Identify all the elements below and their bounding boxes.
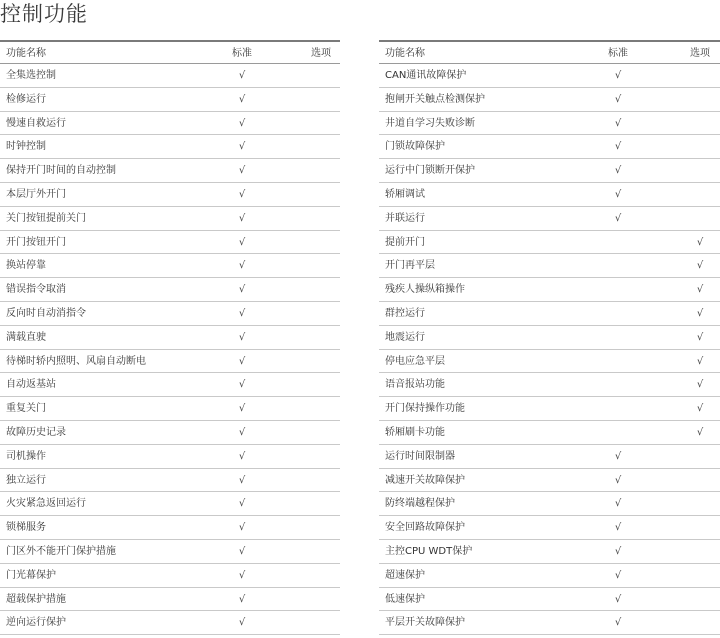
function-name: 门区外不能开门保护措施 bbox=[6, 545, 116, 557]
standard-mark: √ bbox=[614, 188, 622, 200]
table-row bbox=[379, 421, 720, 445]
table-row bbox=[0, 540, 340, 564]
standard-mark: √ bbox=[614, 593, 622, 605]
function-name: 地震运行 bbox=[385, 331, 425, 343]
table-row bbox=[379, 373, 720, 397]
function-name: 本层厅外开门 bbox=[6, 188, 66, 200]
standard-mark: √ bbox=[614, 165, 622, 177]
function-name: 轿厢刷卡功能 bbox=[385, 426, 445, 438]
function-name: 检修运行 bbox=[6, 93, 46, 105]
function-name: 门锁故障保护 bbox=[385, 141, 445, 153]
function-name: 井道自学习失败诊断 bbox=[385, 117, 475, 129]
table-row bbox=[379, 183, 720, 207]
function-name: CAN通讯故障保护 bbox=[385, 70, 467, 81]
function-name: 开门再平层 bbox=[385, 260, 435, 272]
standard-mark: √ bbox=[614, 93, 622, 105]
function-name: 开门保持操作功能 bbox=[385, 403, 465, 415]
standard-mark: √ bbox=[238, 403, 246, 415]
header-standard: 标准 bbox=[232, 48, 252, 59]
function-name: 开门按钮开门 bbox=[6, 236, 66, 248]
table-header-row bbox=[379, 40, 720, 64]
standard-mark: √ bbox=[238, 188, 246, 200]
table-row bbox=[379, 88, 720, 112]
function-name: 轿厢调试 bbox=[385, 188, 425, 200]
left-function-table bbox=[0, 40, 340, 635]
option-mark: √ bbox=[696, 426, 704, 438]
table-row bbox=[379, 112, 720, 136]
function-name: 重复关门 bbox=[6, 403, 46, 415]
table-row bbox=[379, 135, 720, 159]
function-name: 锁梯服务 bbox=[6, 522, 46, 534]
option-mark: √ bbox=[696, 355, 704, 367]
table-row bbox=[379, 564, 720, 588]
standard-mark: √ bbox=[238, 212, 246, 224]
function-name: 独立运行 bbox=[6, 474, 46, 486]
table-row bbox=[0, 492, 340, 516]
table-row bbox=[0, 469, 340, 493]
header-option: 选项 bbox=[690, 48, 710, 59]
table-row bbox=[379, 159, 720, 183]
function-name: 满载直驶 bbox=[6, 331, 46, 343]
option-mark: √ bbox=[696, 379, 704, 391]
function-name: 超载保护措施 bbox=[6, 593, 66, 605]
function-name: 司机操作 bbox=[6, 450, 46, 462]
table-row bbox=[0, 326, 340, 350]
standard-mark: √ bbox=[238, 284, 246, 296]
standard-mark: √ bbox=[614, 617, 622, 629]
function-name: 主控CPU WDT保护 bbox=[385, 545, 473, 557]
table-row bbox=[0, 373, 340, 397]
table-row bbox=[0, 183, 340, 207]
standard-mark: √ bbox=[238, 379, 246, 391]
standard-mark: √ bbox=[614, 212, 622, 224]
function-name: 语音报站功能 bbox=[385, 379, 445, 391]
function-name: 换站停靠 bbox=[6, 260, 46, 272]
function-name: 运行中门锁断开保护 bbox=[385, 165, 475, 177]
function-name: 逆向运行保护 bbox=[6, 617, 66, 629]
standard-mark: √ bbox=[614, 450, 622, 462]
table-row bbox=[0, 302, 340, 326]
table-row bbox=[379, 326, 720, 350]
standard-mark: √ bbox=[238, 117, 246, 129]
standard-mark: √ bbox=[238, 426, 246, 438]
standard-mark: √ bbox=[238, 70, 246, 81]
table-row bbox=[0, 397, 340, 421]
function-name: 抱闸开关触点检测保护 bbox=[385, 93, 485, 105]
standard-mark: √ bbox=[614, 522, 622, 534]
standard-mark: √ bbox=[238, 593, 246, 605]
function-name: 并联运行 bbox=[385, 212, 425, 224]
function-name: 残疾人操纵箱操作 bbox=[385, 284, 465, 296]
function-name: 低速保护 bbox=[385, 593, 425, 605]
standard-mark: √ bbox=[238, 522, 246, 534]
table-row bbox=[379, 445, 720, 469]
standard-mark: √ bbox=[614, 545, 622, 557]
function-name: 安全回路故障保护 bbox=[385, 522, 465, 534]
table-row bbox=[0, 159, 340, 183]
table-row bbox=[0, 564, 340, 588]
table-row bbox=[0, 64, 340, 88]
function-name: 全集选控制 bbox=[6, 70, 56, 81]
table-row bbox=[379, 611, 720, 635]
standard-mark: √ bbox=[238, 498, 246, 510]
function-name: 保持开门时间的自动控制 bbox=[6, 165, 116, 177]
function-name: 群控运行 bbox=[385, 307, 425, 319]
option-mark: √ bbox=[696, 236, 704, 248]
header-standard: 标准 bbox=[608, 48, 628, 59]
table-row bbox=[0, 231, 340, 255]
table-row bbox=[0, 588, 340, 612]
standard-mark: √ bbox=[614, 141, 622, 153]
standard-mark: √ bbox=[238, 331, 246, 343]
function-name: 门光幕保护 bbox=[6, 569, 56, 581]
table-row bbox=[379, 516, 720, 540]
standard-mark: √ bbox=[238, 260, 246, 272]
standard-mark: √ bbox=[238, 141, 246, 153]
standard-mark: √ bbox=[238, 165, 246, 177]
standard-mark: √ bbox=[238, 569, 246, 581]
table-row bbox=[0, 88, 340, 112]
header-option: 选项 bbox=[311, 48, 331, 59]
table-row bbox=[379, 302, 720, 326]
table-row bbox=[379, 350, 720, 374]
table-row bbox=[0, 350, 340, 374]
option-mark: √ bbox=[696, 403, 704, 415]
table-row bbox=[379, 254, 720, 278]
standard-mark: √ bbox=[238, 545, 246, 557]
standard-mark: √ bbox=[238, 450, 246, 462]
table-row bbox=[0, 207, 340, 231]
function-name: 故障历史记录 bbox=[6, 426, 66, 438]
function-name: 火灾紧急返回运行 bbox=[6, 498, 86, 510]
standard-mark: √ bbox=[614, 474, 622, 486]
table-row bbox=[0, 421, 340, 445]
standard-mark: √ bbox=[238, 355, 246, 367]
table-row bbox=[379, 207, 720, 231]
table-row bbox=[379, 278, 720, 302]
header-function-name: 功能名称 bbox=[6, 48, 46, 59]
function-name: 慢速自救运行 bbox=[6, 117, 66, 129]
standard-mark: √ bbox=[614, 498, 622, 510]
standard-mark: √ bbox=[238, 307, 246, 319]
table-row bbox=[0, 516, 340, 540]
function-name: 错误指令取消 bbox=[6, 284, 66, 296]
table-row bbox=[0, 254, 340, 278]
standard-mark: √ bbox=[238, 617, 246, 629]
standard-mark: √ bbox=[614, 70, 622, 81]
table-row bbox=[379, 588, 720, 612]
standard-mark: √ bbox=[614, 117, 622, 129]
standard-mark: √ bbox=[614, 569, 622, 581]
header-function-name: 功能名称 bbox=[385, 48, 425, 59]
function-name: 运行时间限制器 bbox=[385, 450, 455, 462]
table-row bbox=[379, 64, 720, 88]
function-name: 关门按钮提前关门 bbox=[6, 212, 86, 224]
function-name: 反向时自动消指令 bbox=[6, 307, 86, 319]
page-title: 控制功能 bbox=[0, 2, 88, 26]
table-row bbox=[0, 278, 340, 302]
standard-mark: √ bbox=[238, 474, 246, 486]
table-row bbox=[379, 492, 720, 516]
table-row bbox=[0, 112, 340, 136]
function-name: 提前开门 bbox=[385, 236, 425, 248]
function-name: 待梯时轿内照明、风扇自动断电 bbox=[6, 355, 146, 367]
standard-mark: √ bbox=[238, 93, 246, 105]
function-name: 平层开关故障保护 bbox=[385, 617, 465, 629]
function-name: 时钟控制 bbox=[6, 141, 46, 153]
option-mark: √ bbox=[696, 284, 704, 296]
table-row bbox=[0, 445, 340, 469]
standard-mark: √ bbox=[238, 236, 246, 248]
option-mark: √ bbox=[696, 331, 704, 343]
table-row bbox=[379, 469, 720, 493]
table-row bbox=[0, 135, 340, 159]
function-name: 自动返基站 bbox=[6, 379, 56, 391]
table-header-row bbox=[0, 40, 340, 64]
table-row bbox=[0, 611, 340, 635]
function-name: 减速开关故障保护 bbox=[385, 474, 465, 486]
function-name: 停电应急平层 bbox=[385, 355, 445, 367]
option-mark: √ bbox=[696, 260, 704, 272]
right-function-table bbox=[379, 40, 720, 635]
table-row bbox=[379, 397, 720, 421]
option-mark: √ bbox=[696, 307, 704, 319]
table-row bbox=[379, 231, 720, 255]
function-name: 超速保护 bbox=[385, 569, 425, 581]
table-row bbox=[379, 540, 720, 564]
function-name: 防终端越程保护 bbox=[385, 498, 455, 510]
